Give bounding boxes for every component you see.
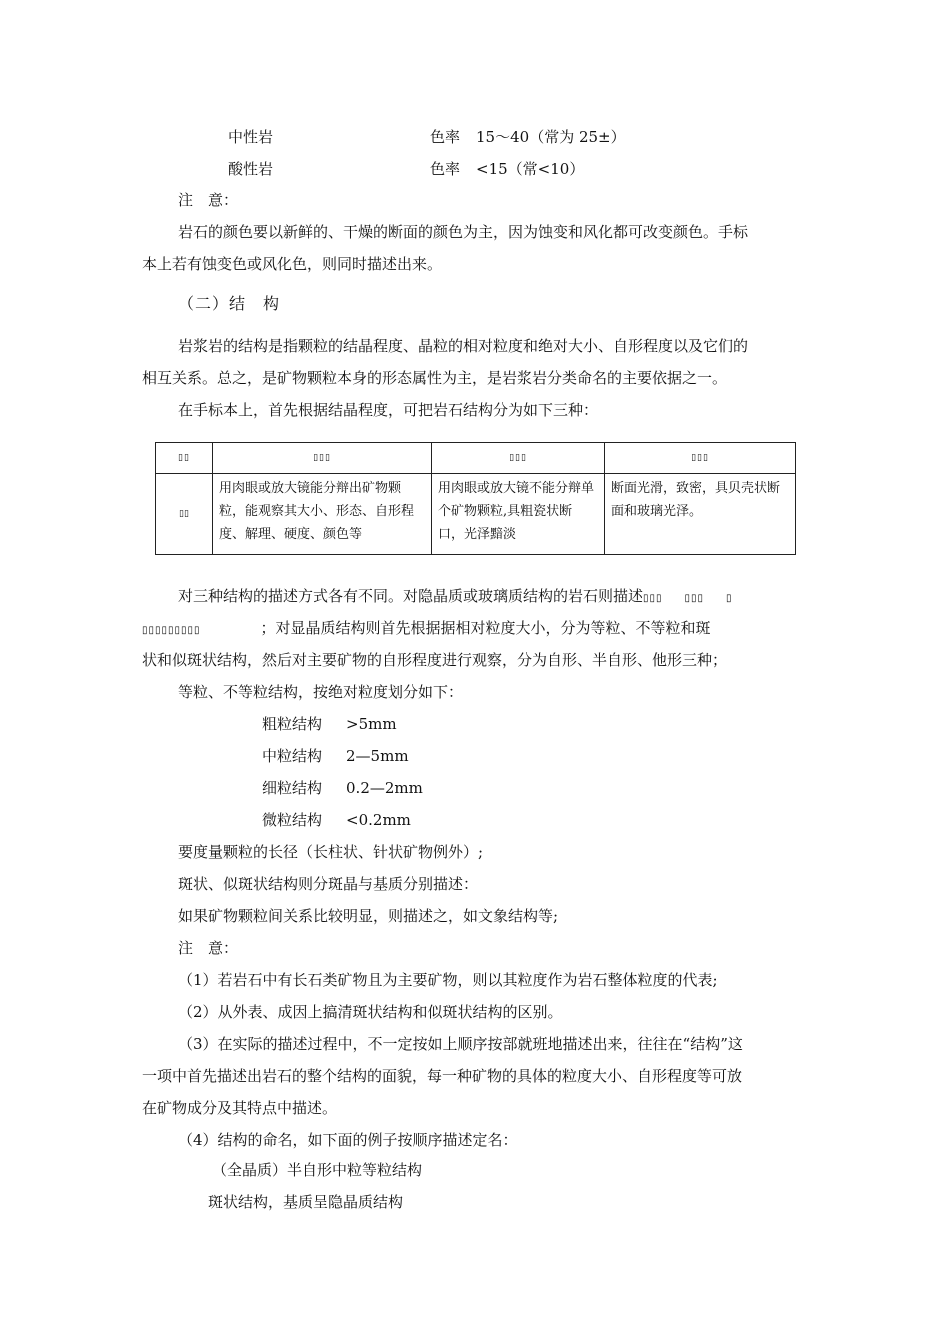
- table-header-cell: ▯▯▯: [432, 443, 605, 474]
- desc-line-3: 状和似斑状结构，然后对主要矿物的自形程度进行观察，分为自形、半自形、他形三种；: [142, 651, 728, 669]
- note2-item-1: （1）若岩石中有长石类矿物且为主要矿物，则以其粒度作为岩石整体粒度的代表;: [178, 971, 718, 989]
- color-rate-value-intermediate: 色率 15～40（常为 25±）: [430, 128, 626, 146]
- table-cell-aphanitic: 用肉眼或放大镜不能分辩单个矿物颗粒,具粗瓷状断口，光泽黯淡: [432, 474, 605, 555]
- grain-size-micro: 微粒结构 <0.2mm: [262, 811, 411, 829]
- table-header-row: [156, 443, 796, 474]
- section-heading-structure: （二）结 构: [178, 294, 281, 313]
- table-cell-glassy: 断面光滑，致密，具贝壳状断面和玻璃光泽。: [605, 474, 796, 555]
- note-label-1: 注 意：: [178, 191, 239, 209]
- note2-item-3-line-1: （3）在实际的描述过程中，不一定按如上顺序按部就班地描述出来，往往在“结构”这: [178, 1035, 743, 1053]
- grain-size-fine: 细粒结构 0.2—2mm: [262, 779, 423, 797]
- section-intro-line-3: 在手标本上，首先根据结晶程度，可把岩石结构分为如下三种：: [178, 401, 599, 419]
- table-row-label: ▯▯: [156, 474, 213, 555]
- note1-text-line-2: 本上若有蚀变色或风化色，则同时描述出来。: [142, 255, 443, 273]
- note2-item-4: （4）结构的命名，如下面的例子按顺序描述定名：: [178, 1131, 518, 1149]
- naming-example-1: （全晶质）半自形中粒等粒结构: [212, 1161, 423, 1179]
- note1-text-line-1: 岩石的颜色要以新鲜的、干燥的断面的颜色为主，因为蚀变和风化都可改变颜色。手标: [178, 223, 749, 241]
- color-rate-value-acidic: 色率 <15（常<10）: [430, 160, 585, 178]
- section-intro-line-2: 相互关系。总之，是矿物颗粒本身的形态属性为主，是岩浆岩分类命名的主要依据之一。: [142, 369, 728, 387]
- relation-note: 如果矿物颗粒间关系比较明显，则描述之，如文象结构等;: [178, 907, 559, 925]
- color-rate-line-intermediate: 中性岩: [228, 128, 274, 146]
- note2-item-2: （2）从外表、成因上搞清斑状结构和似斑状结构的区别。: [178, 1003, 563, 1021]
- grain-size-intro: 等粒、不等粒结构，按绝对粒度划分如下：: [178, 683, 464, 701]
- naming-example-2: 斑状结构，基质呈隐晶质结构: [208, 1193, 404, 1211]
- table-row: [156, 474, 796, 555]
- note-label-2: 注 意：: [178, 939, 239, 957]
- table-header-cell: ▯▯: [156, 443, 213, 474]
- desc-line-2: ▯▯▯▯▯▯▯▯▯ ；对显晶质结构则首先根据据相对粒度大小，分为等粒、不等粒和斑: [142, 619, 711, 637]
- table-cell-phaneritic: 用肉眼或放大镜能分辩出矿物颗粒，能观察其大小、形态、自形程度、解理、硬度、颜色等: [213, 474, 432, 555]
- texture-table: [155, 442, 796, 555]
- section-intro-line-1: 岩浆岩的结构是指颗粒的结晶程度、晶粒的相对粒度和绝对大小、自形程度以及它们的: [178, 337, 749, 355]
- color-rate-line-acidic: 酸性岩: [228, 160, 274, 178]
- desc-line-1: 对三种结构的描述方式各有不同。对隐晶质或玻璃质结构的岩石则描述▯▯▯ ▯▯▯ ▯: [178, 587, 733, 605]
- note2-item-3-line-3: 在矿物成分及其特点中描述。: [142, 1099, 338, 1117]
- measure-note: 要度量颗粒的长径（长柱状、针状矿物例外）;: [178, 843, 484, 861]
- porphyritic-note: 斑状、似斑状结构则分斑晶与基质分别描述：: [178, 875, 479, 893]
- table-header-cell: ▯▯▯: [605, 443, 796, 474]
- table-header-cell: ▯▯▯: [213, 443, 432, 474]
- grain-size-coarse: 粗粒结构 >5mm: [262, 715, 397, 733]
- note2-item-3-line-2: 一项中首先描述出岩石的整个结构的面貌，每一种矿物的具体的粒度大小、自形程度等可放: [142, 1067, 743, 1085]
- grain-size-medium: 中粒结构 2—5mm: [262, 747, 409, 765]
